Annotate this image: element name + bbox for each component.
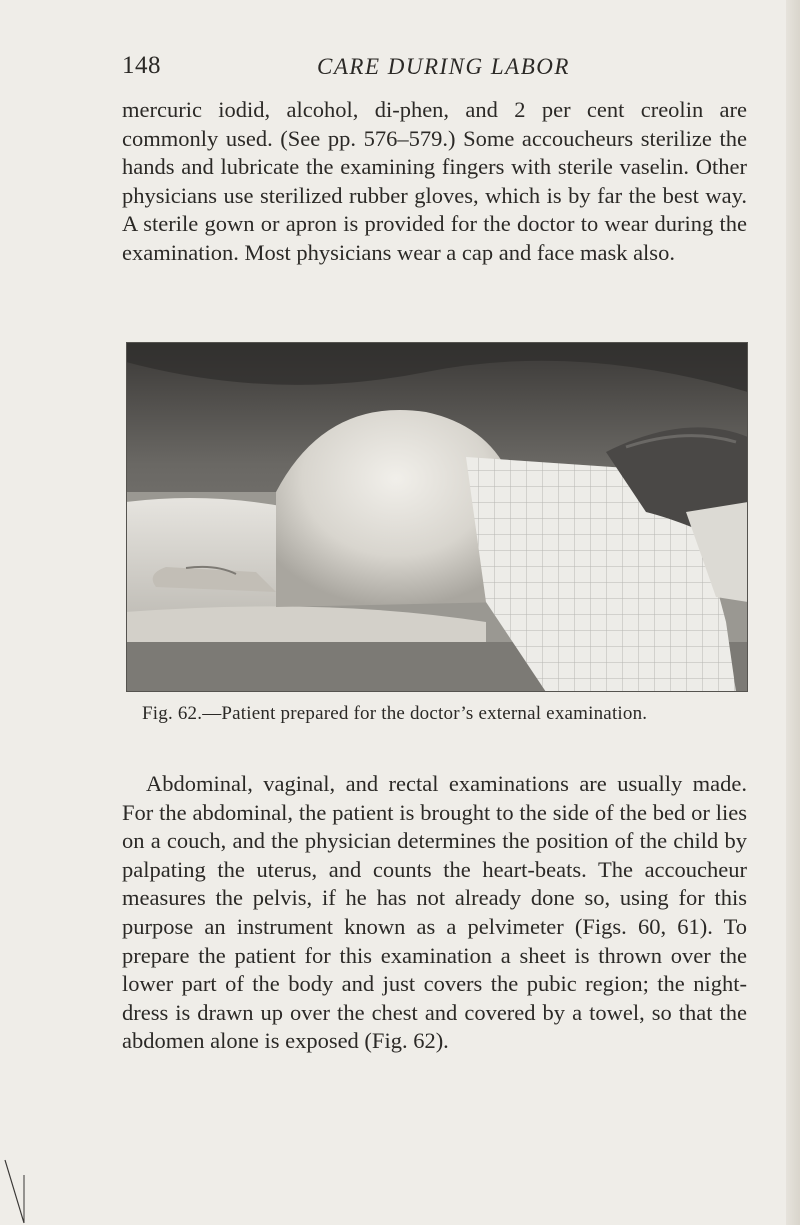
- body-paragraph-1: mercuric iodid, alcohol, di-phen, and 2 per cent creolin are commonly used. (See pp. 576–579.) Some accoucheurs sterilize the hands and lubricate the examining fingers with sterile vaselin. Other physicians use sterilized rubber gloves, which is by far the best way. A sterile gown or apron is provided for the doctor to wear during the examination. Most physicians wear a cap and face mask also.: [122, 97, 747, 265]
- page-edge: [786, 0, 800, 1225]
- figure-photograph: [126, 342, 748, 692]
- page-number: 148: [122, 52, 161, 79]
- figure-caption: Fig. 62.—Patient prepared for the doctor’s external examination.: [142, 703, 648, 724]
- patient-photograph: [126, 342, 748, 692]
- margin-mark: [0, 1155, 30, 1225]
- page-header: [122, 52, 672, 86]
- body-paragraph-2: Abdominal, vaginal, and rectal examinations are usually made. For the abdominal, the patient is brought to the side of the bed or lies on a couch, and the physician determines the position of the child by palpating the uterus, and counts the heart-beats. The accoucheur measures the pelvis, if he has not already done so, using for this purpose an instrument known as a pelvimeter (Figs. 60, 61). To prepare the patient for this examination a sheet is thrown over the lower part of the body and just covers the pubic region; the night-dress is drawn up over the chest and covered by a towel, so that the abdomen alone is exposed (Fig. 62).: [122, 771, 747, 1054]
- running-head: CARE DURING LABOR: [317, 54, 570, 79]
